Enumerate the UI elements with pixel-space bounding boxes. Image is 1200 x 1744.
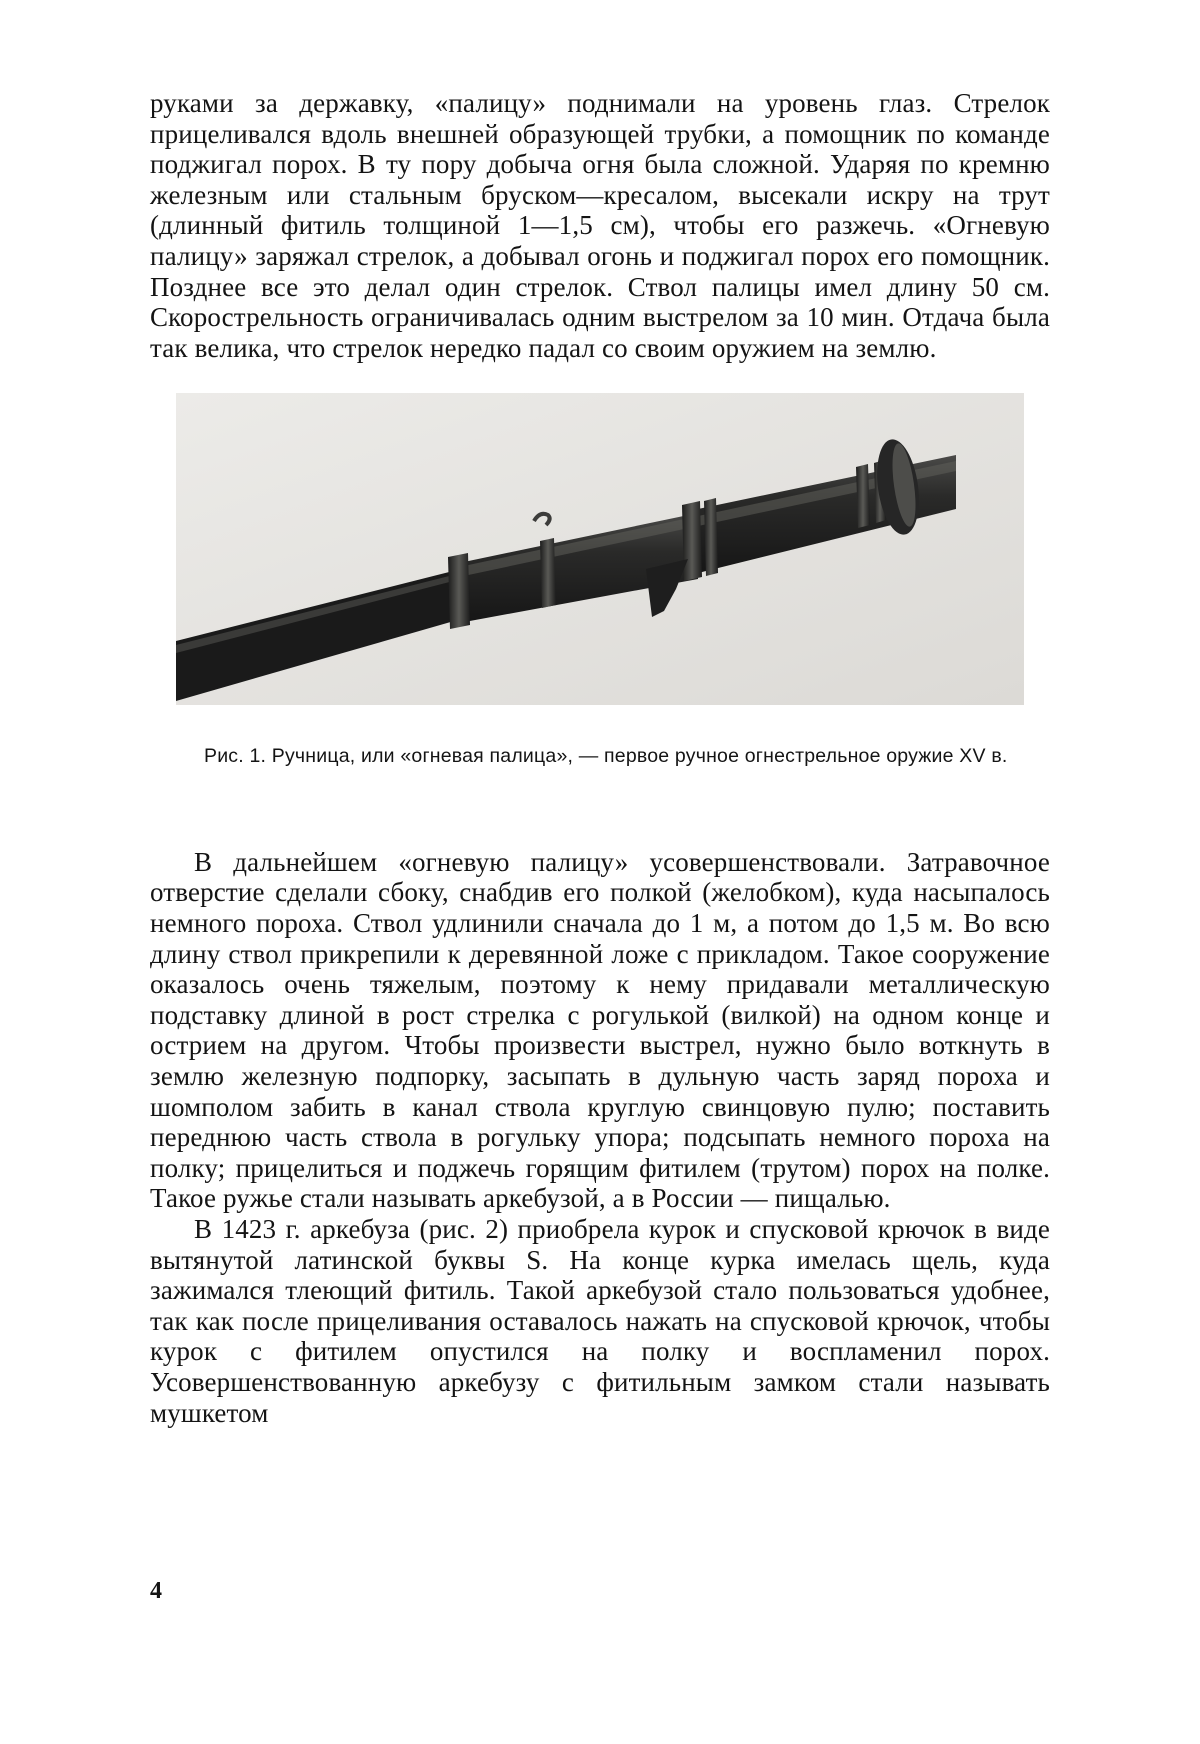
paragraph-2: В дальнейшем «огневую палицу» усовершенствовали. Затравочное отверстие сделали сбоку, снабдив его полкой (желобком), куда насыпалось немного пороха. Ствол удлинили сначала до 1 м, а потом до 1,5 м. Во всю длину ствол прикрепили к деревянной ложе с прикладом. Такое сооружение оказалось очень тяжелым, поэтому к нему придавали металлическую подставку длиной в рост стрелка с рогулькой (вилкой) на одном конце и острием на другом. Чтобы произвести выстрел, нужно было воткнуть в землю железную подпорку, засыпать в дульную часть заряд пороха и шомполом забить в канал ствола круглую свинцовую пулю; поставить переднюю часть ствола в рогульку упора; подсыпать немного пороха на полку; прицелиться и поджечь горящим фитилем (трутом) порох на полке. Такое ружье стали называть аркебузой, а в России — пищалью. xyxy=(150,846,1050,1214)
figure-hand-cannon-photo xyxy=(176,393,1024,705)
middle-ring xyxy=(540,538,556,608)
front-ring-2 xyxy=(704,498,718,576)
book-page xyxy=(150,88,1050,1428)
page-number: 4 xyxy=(150,1578,162,1604)
muzzle-ring-1 xyxy=(856,464,870,528)
spacer xyxy=(150,789,1050,847)
hand-cannon-illustration xyxy=(176,393,1024,705)
paragraph-3: В 1423 г. аркебуза (рис. 2) приобрела курок и спусковой крючок в виде вытянутой латинской буквы S. На конце курка имелась щель, куда зажимался тлеющий фитиль. Такой аркебузой стало пользоваться удобнее, так как после прицеливания оставалось нажать на спусковой крючок, чтобы курок с фитилем опустился на полку и воспламенил порох. Усовершенствованную аркебузу с фитильным замком стали называть мушкетом xyxy=(150,1213,1050,1428)
figure-caption: Рис. 1. Ручница, или «огневая палица», — первое ручное огнестрельное оружие XV в. xyxy=(204,745,1008,768)
paragraph-top: руками за державку, «палицу» поднимали на уровень глаз. Стрелок прицеливался вдоль внешней образующей трубки, а помощник по команде поджигал порох. В ту пору добыча огня была сложной. Ударяя по кремню железным или стальным бруском—кресалом, высекали искру на трут (длинный фитиль толщиной 1—1,5 см), чтобы его разжечь. «Огневую палицу» заряжал стрелок, а добывал огонь и поджигал порох его помощник. Позднее все это делал один стрелок. Ствол палицы имел длину 50 см. Скорострельность ограничивалась одним выстрелом за 10 мин. Отдача была так велика, что стрелок нередко падал со своим оружием на землю. xyxy=(150,88,1050,363)
rear-ring xyxy=(448,553,470,629)
front-ring-1 xyxy=(682,501,702,581)
